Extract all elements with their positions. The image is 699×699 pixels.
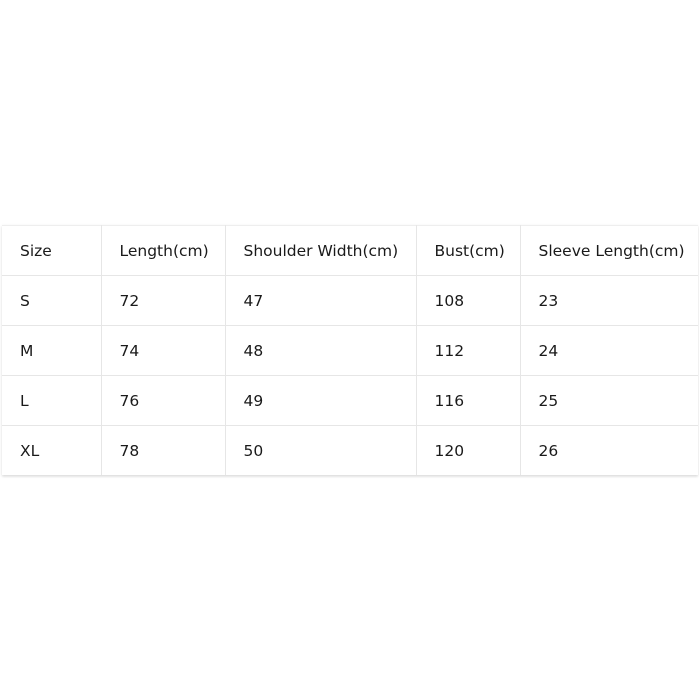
cell-bust: 116 (416, 376, 520, 426)
cell-size: L (2, 376, 101, 426)
cell-shoulder-width: 49 (225, 376, 416, 426)
cell-shoulder-width: 47 (225, 276, 416, 326)
cell-length: 74 (101, 326, 225, 376)
cell-sleeve-length: 25 (520, 376, 698, 426)
cell-length: 76 (101, 376, 225, 426)
header-shoulder-width: Shoulder Width(cm) (225, 226, 416, 276)
table-row (2, 376, 698, 426)
size-chart-card (2, 225, 698, 475)
cell-sleeve-length: 24 (520, 326, 698, 376)
cell-bust: 120 (416, 426, 520, 476)
cell-length: 78 (101, 426, 225, 476)
cell-bust: 112 (416, 326, 520, 376)
cell-size: XL (2, 426, 101, 476)
cell-sleeve-length: 26 (538, 441, 559, 460)
cell-sleeve-length: 23 (520, 276, 698, 326)
header-sleeve-length: Sleeve Length(cm) (520, 226, 698, 276)
cell-length: 72 (101, 276, 225, 326)
table-row (2, 276, 698, 326)
cell-size: M (2, 326, 101, 376)
table-row (2, 426, 698, 476)
header-length: Length(cm) (101, 226, 225, 276)
size-chart-table (2, 225, 698, 475)
cell-shoulder-width: 50 (225, 426, 416, 476)
header-bust: Bust(cm) (416, 226, 520, 276)
cell-bust: 108 (416, 276, 520, 326)
table-header-row (2, 226, 698, 276)
header-size: Size (2, 226, 101, 276)
cell-shoulder-width: 48 (225, 326, 416, 376)
cell-size: S (2, 276, 101, 326)
table-row (2, 326, 698, 376)
